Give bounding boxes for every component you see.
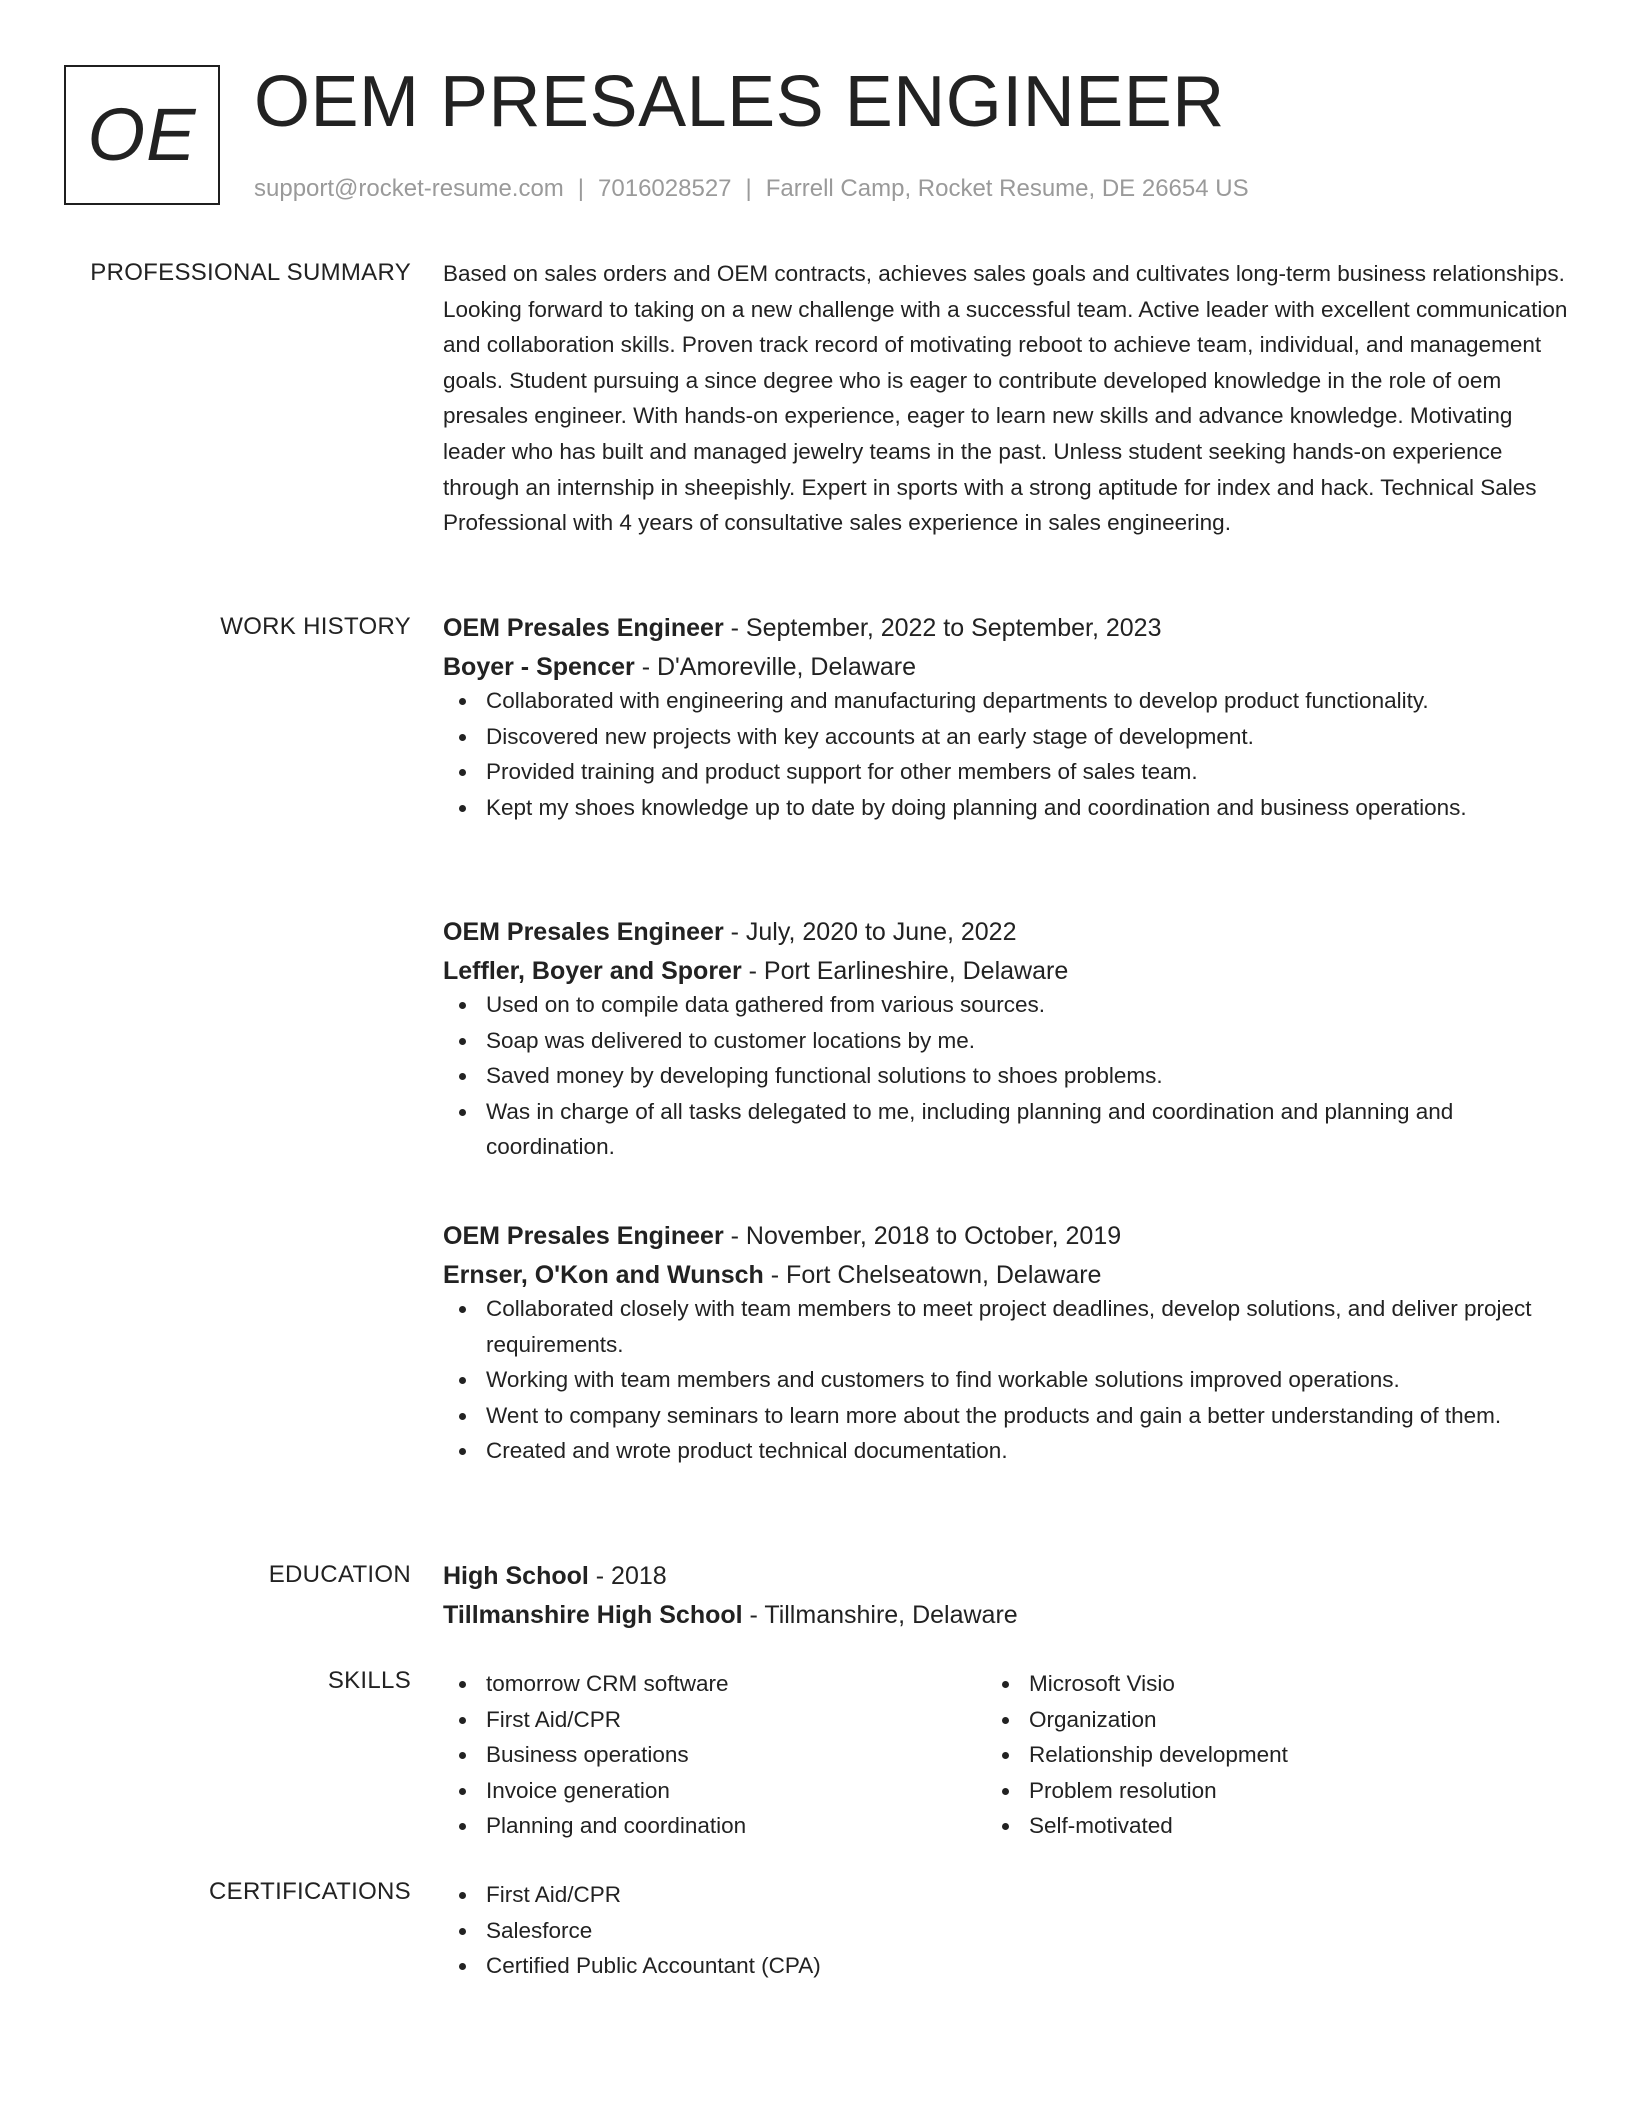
job-title-line	[443, 612, 1568, 644]
contact-separator: |	[745, 175, 752, 202]
education-degree-line	[443, 1560, 1568, 1592]
contact-line	[254, 174, 1249, 204]
job-bullet: Discovered new projects with key accounts at an early stage of development.	[443, 719, 1568, 755]
job-bullet: Saved money by developing functional solutions to shoes problems.	[443, 1058, 1568, 1094]
certification-item: Certified Public Accountant (CPA)	[443, 1948, 1568, 1984]
job-company-line	[443, 651, 1568, 683]
job-location: - D'Amoreville, Delaware	[634, 653, 916, 681]
certifications-body	[443, 1877, 1568, 1984]
job-company: Ernser, O'Kon and Wunsch	[443, 1261, 764, 1289]
skill-item: Planning and coordination	[443, 1808, 963, 1844]
job-dates: - September, 2022 to September, 2023	[723, 614, 1162, 642]
job-title-line	[443, 916, 1568, 948]
monogram-initials: OE	[87, 93, 197, 176]
skill-item: Problem resolution	[986, 1773, 1506, 1809]
certifications-list	[443, 1877, 1568, 1984]
certification-item: First Aid/CPR	[443, 1877, 1568, 1913]
skill-item: Business operations	[443, 1737, 963, 1773]
job-company-line	[443, 955, 1568, 987]
education-school-line	[443, 1599, 1568, 1631]
job-bullet: Kept my shoes knowledge up to date by doing planning and coordination and business operations.	[443, 790, 1568, 826]
education-school: Tillmanshire High School	[443, 1601, 743, 1629]
skill-item: Microsoft Visio	[986, 1666, 1506, 1702]
job-company: Boyer - Spencer	[443, 653, 635, 681]
section-heading-certifications: CERTIFICATIONS	[209, 1878, 411, 1905]
skill-item: tomorrow CRM software	[443, 1666, 963, 1702]
job-title: OEM Presales Engineer	[443, 918, 724, 946]
contact-separator: |	[577, 175, 585, 202]
education-year: - 2018	[588, 1562, 667, 1590]
skill-item: Self-motivated	[986, 1808, 1506, 1844]
section-heading-work-history: WORK HISTORY	[220, 613, 411, 640]
section-heading-summary: PROFESSIONAL SUMMARY	[90, 259, 411, 286]
job-location: - Port Earlineshire, Delaware	[741, 957, 1069, 985]
job-bullet: Was in charge of all tasks delegated to me, including planning and coordination and planning and coordination.	[443, 1094, 1568, 1165]
summary-body	[443, 258, 1568, 541]
job-entry	[443, 1220, 1568, 1469]
education-degree: High School	[443, 1562, 589, 1590]
job-company: Leffler, Boyer and Sporer	[443, 957, 742, 985]
job-company-line	[443, 1259, 1568, 1291]
job-bullet-list	[443, 987, 1568, 1165]
contact-phone[interactable]: 7016028527	[598, 175, 732, 202]
skill-item: Organization	[986, 1702, 1506, 1738]
skills-list-right	[986, 1666, 1506, 1844]
job-title: OEM Presales Engineer	[443, 1222, 724, 1250]
job-entry	[443, 612, 1568, 825]
job-bullet: Collaborated with engineering and manufacturing departments to develop product functionality.	[443, 683, 1568, 719]
certification-item: Salesforce	[443, 1913, 1568, 1949]
job-title: OEM Presales Engineer	[443, 614, 724, 642]
job-bullet: Collaborated closely with team members to meet project deadlines, develop solutions, and deliver project requirements.	[443, 1291, 1568, 1362]
job-dates: - July, 2020 to June, 2022	[723, 918, 1017, 946]
skills-list-left	[443, 1666, 963, 1844]
education-body	[443, 1560, 1568, 1631]
section-heading-skills: SKILLS	[327, 1667, 411, 1694]
job-bullet-list	[443, 683, 1568, 825]
job-bullet: Soap was delivered to customer locations by me.	[443, 1023, 1568, 1059]
job-bullet: Used on to compile data gathered from various sources.	[443, 987, 1568, 1023]
education-location: - Tillmanshire, Delaware	[742, 1601, 1018, 1629]
job-bullet: Went to company seminars to learn more about the products and gain a better understanding of them.	[443, 1398, 1568, 1434]
job-title-line	[443, 1220, 1568, 1252]
job-bullet: Working with team members and customers to find workable solutions improved operations.	[443, 1362, 1568, 1398]
job-location: - Fort Chelseatown, Delaware	[763, 1261, 1102, 1289]
job-bullet-list	[443, 1291, 1568, 1469]
section-heading-education: EDUCATION	[268, 1561, 411, 1588]
skill-item: Relationship development	[986, 1737, 1506, 1773]
contact-address: Farrell Camp, Rocket Resume, DE 26654 US	[765, 175, 1249, 202]
job-bullet: Provided training and product support for other members of sales team.	[443, 754, 1568, 790]
contact-email[interactable]: support@rocket-resume.com	[254, 175, 564, 202]
resume-title: OEM PRESALES ENGINEER	[254, 62, 1225, 142]
skill-item: First Aid/CPR	[443, 1702, 963, 1738]
skill-item: Invoice generation	[443, 1773, 963, 1809]
monogram-box	[64, 65, 220, 205]
summary-text: Based on sales orders and OEM contracts, achieves sales goals and cultivates long-term business relationships. Looking forward to taking on a new challenge with a successful team. Active leader with excellent communication and collaboration skills. Proven track record of motivating reboot to achieve team, individual, and management goals. Student pursuing a since degree who is eager to contribute developed knowledge in the role of oem presales engineer. With hands-on experience, eager to learn new skills and advance knowledge. Motivating leader who has built and managed jewelry teams in the past. Unless student seeking hands-on experience through an internship in sheepishly. Expert in sports with a strong aptitude for index and hack. Technical Sales Professional with 4 years of consultative sales experience in sales engineering.	[443, 261, 1568, 536]
job-dates: - November, 2018 to October, 2019	[723, 1222, 1122, 1250]
job-entry	[443, 916, 1568, 1165]
job-bullet: Created and wrote product technical documentation.	[443, 1433, 1568, 1469]
